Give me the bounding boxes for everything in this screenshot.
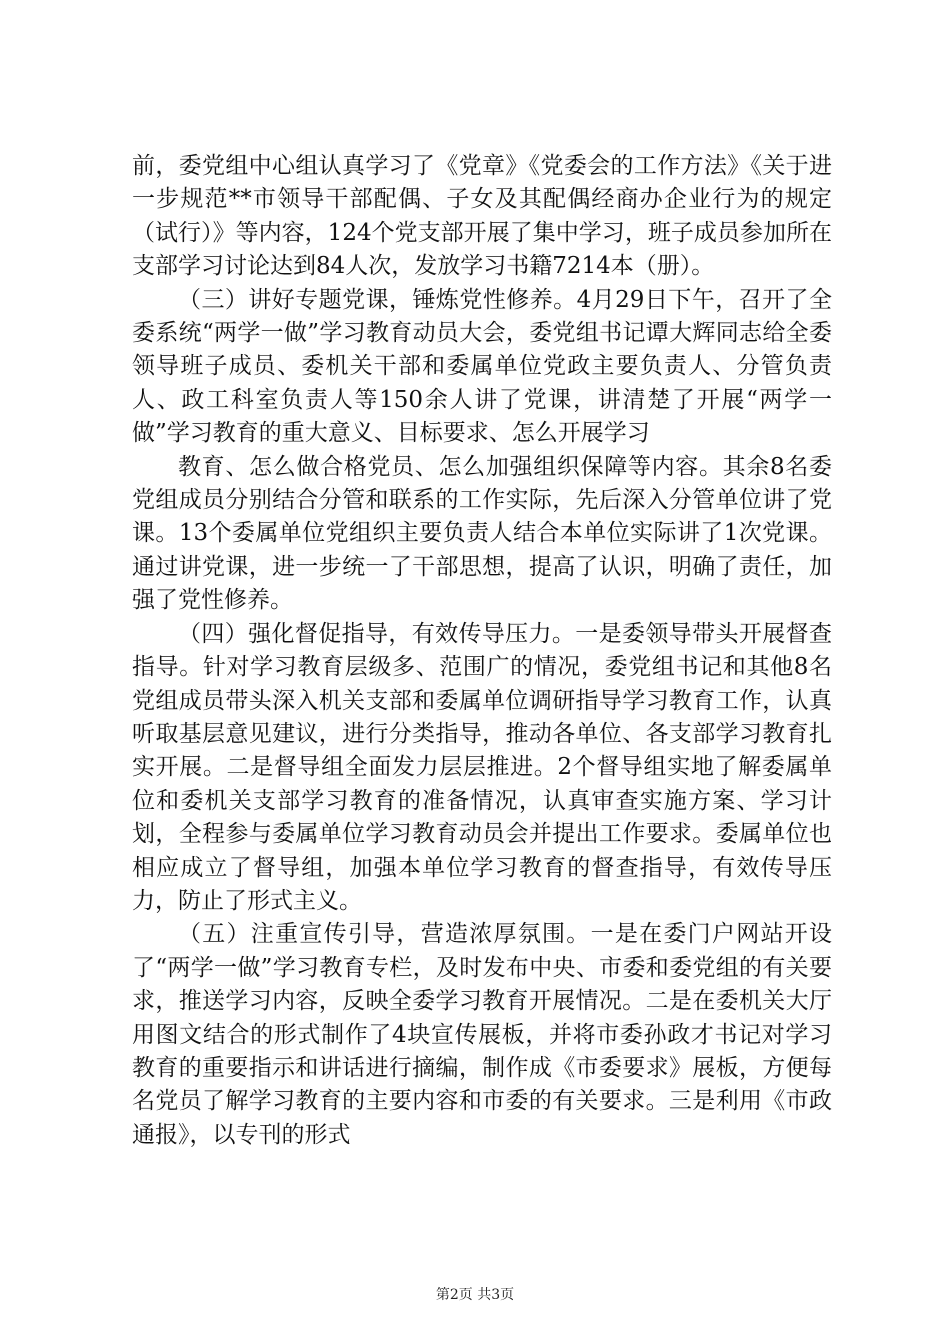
document-body bbox=[132, 150, 832, 1152]
paragraph-section-three: （三）讲好专题党课，锤炼党性修养。4月29日下午，召开了全委系统“两学一做”学习教育动员大会，委党组书记谭大辉同志给全委领导班子成员、委机关干部和委属单位党政主要负责人、分管负责人、政工科室负责人等150余人讲了党课，讲清楚了开展“两学一做”学习教育的重大意义、目标要求、怎么开展学习 bbox=[132, 286, 832, 447]
paragraph-section-five: （五）注重宣传引导，营造浓厚氛围。一是在委门户网站开设了“两学一做”学习教育专栏，及时发布中央、市委和委党组的有关要求，推送学习内容，反映全委学习教育开展情况。二是在委机关大厅用图文结合的形式制作了4块宣传展板，并将市委孙政才书记对学习教育的重要指示和讲话进行摘编，制作成《市委要求》展板，方便每名党员了解学习教育的主要内容和市委的有关要求。三是利用《市政通报》，以专刊的形式 bbox=[132, 921, 832, 1148]
paragraph-section-three-continued: 教育、怎么做合格党员、怎么加强组织保障等内容。其余8名委党组成员分别结合分管和联系的工作实际，先后深入分管单位讲了党课。13个委属单位党组织主要负责人结合本单位实际讲了1次党课。通过讲党课，进一步统一了干部思想，提高了认识，明确了责任，加强了党性修养。 bbox=[132, 453, 832, 614]
page-number-footer: 第2页 共3页 bbox=[435, 1287, 515, 1303]
paragraph-continuation: 前，委党组中心组认真学习了《党章》《党委会的工作方法》《关于进一步规范**市领导干部配偶、子女及其配偶经商办企业行为的规定（试行）》等内容，124个党支部开展了集中学习，班子成员参加所在支部学习讨论达到84人次，发放学习书籍7214本（册）。 bbox=[132, 153, 832, 280]
paragraph-section-four: （四）强化督促指导，有效传导压力。一是委领导带头开展督查指导。针对学习教育层级多、范围广的情况，委党组书记和其他8名党组成员带头深入机关支部和委属单位调研指导学习教育工作，认真听取基层意见建议，进行分类指导，推动各单位、各支部学习教育扎实开展。二是督导组全面发力层层推进。2个督导组实地了解委属单位和委机关支部学习教育的准备情况，认真审查实施方案、学习计划，全程参与委属单位学习教育动员会并提出工作要求。委属单位也相应成立了督导组，加强本单位学习教育的督查指导，有效传导压力，防止了形式主义。 bbox=[132, 620, 832, 914]
